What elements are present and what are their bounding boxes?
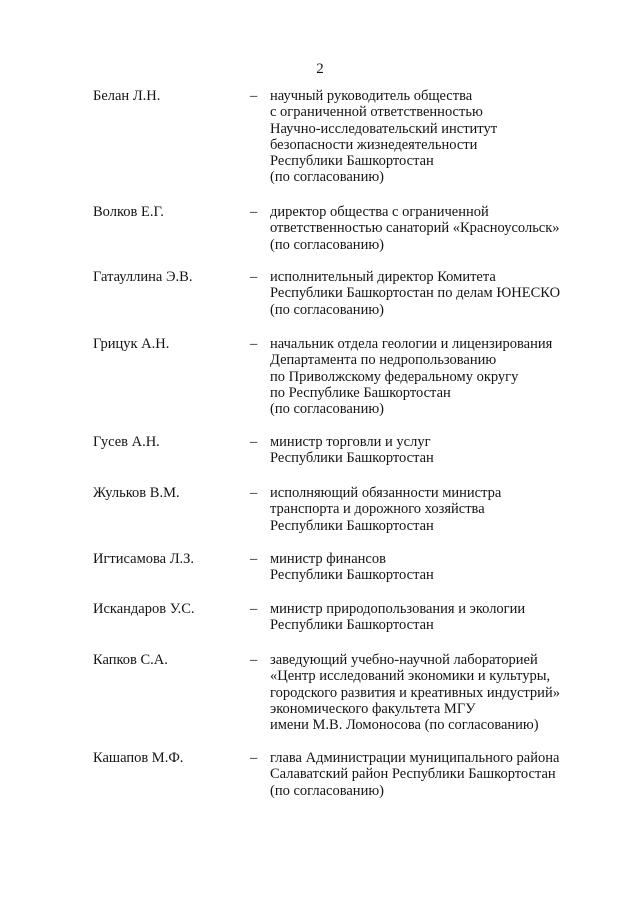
position-line: научный руководитель общества [270,88,473,104]
member-name: Гусев А.Н. [93,434,160,450]
position-line: Научно-исследовательский институт [270,120,498,137]
position-line: (по согласованию) [270,401,384,418]
position-line: начальник отдела геологии и лицензирования [270,336,553,352]
dash-separator: – [250,204,258,220]
position-line: имени М.В. Ломоносова (по согласованию) [270,717,539,734]
position-line: Республики Башкортостан [270,517,434,534]
member-name: Капков С.А. [93,652,168,668]
position-line: министр природопользования и экологии [270,601,526,617]
position-line: ответственностью санаторий «Красноусольск» [270,220,560,237]
member-position [270,269,600,318]
member-name: Кашапов М.Ф. [93,750,184,766]
position-line: исполнительный директор Комитета [270,269,496,285]
position-line: глава Администрации муниципального района [270,750,560,766]
position-line: (по согласованию) [270,301,384,318]
position-line: Республики Башкортостан [270,450,434,467]
position-line: экономического факультета МГУ [270,700,476,717]
page-number: 2 [316,61,324,77]
dash-separator: – [250,551,258,567]
position-line: (по согласованию) [270,169,384,186]
member-position [270,336,600,417]
dash-separator: – [250,88,258,104]
member-position [270,204,600,253]
member-position [270,652,600,733]
position-line: городского развития и креативных индустрий» [270,684,560,701]
member-name: Искандаров У.С. [93,601,195,617]
dash-separator: – [250,601,258,617]
position-line: заведующий учебно-научной лабораторией [270,652,538,668]
dash-separator: – [250,485,258,501]
member-position [270,551,600,584]
member-position [270,434,600,467]
position-line: исполняющий обязанности министра [270,485,502,501]
position-line: директор общества с ограниченной [270,204,489,220]
dash-separator: – [250,336,258,352]
position-line: министр торговли и услуг [270,434,431,450]
position-line: Департамента по недропользованию [270,352,497,369]
position-line: (по согласованию) [270,236,384,253]
dash-separator: – [250,269,258,285]
dash-separator: – [250,652,258,668]
position-line: Республики Башкортостан [270,567,434,584]
position-line: «Центр исследований экономики и культуры, [270,668,551,685]
member-name: Белан Л.Н. [93,88,161,104]
member-name: Жульков В.М. [93,485,180,501]
dash-separator: – [250,434,258,450]
member-name: Грицук А.Н. [93,336,170,352]
position-line: (по согласованию) [270,782,384,799]
member-name: Гатауллина Э.В. [93,269,193,285]
position-line: Республики Башкортостан [270,617,434,634]
dash-separator: – [250,750,258,766]
member-position [270,88,600,186]
member-name: Волков Е.Г. [93,204,164,220]
position-line: по Республике Башкортостан [270,384,451,401]
member-position [270,601,600,634]
member-name: Игтисамова Л.З. [93,551,195,567]
position-line: безопасности жизнедеятельности [270,136,478,153]
position-line: Салаватский район Республики Башкортостан [270,766,556,783]
position-line: Республики Башкортостан [270,153,434,170]
position-line: по Приволжскому федеральному округу [270,368,519,385]
position-line: транспорта и дорожного хозяйства [270,501,485,518]
member-position [270,485,600,534]
position-line: министр финансов [270,551,386,567]
position-line: с ограниченной ответственностью [270,104,483,121]
position-line: Республики Башкортостан по делам ЮНЕСКО [270,285,561,302]
member-position [270,750,600,799]
